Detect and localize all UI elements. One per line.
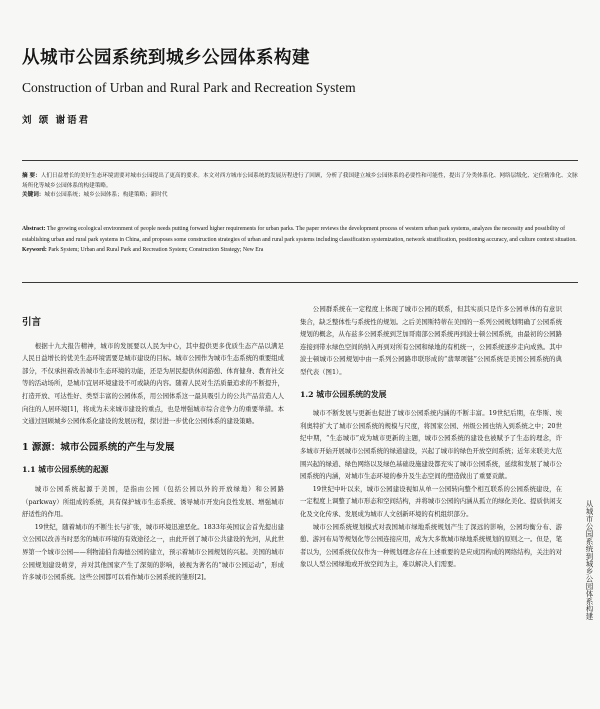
abstract-en-body	[22, 224, 578, 245]
section-1-heading: 1 源源：城市公园系统的产生与发展	[22, 441, 175, 453]
section-1-1-paragraph: 城市公园系统起源于美国，是指由公园（包括公园以外的开放绿地）和公园路（parkway）所组成的系统，具有保护城市生态系统、诱导城市开发向良性发展、增强城市舒适性的作用。	[22, 484, 284, 519]
abstract-zh	[22, 172, 578, 201]
keywords-en	[22, 245, 578, 256]
abstract-zh-body	[22, 172, 578, 191]
keywords-zh-text: 城市公园系统；城乡公园体系；构建策略；新时代	[44, 192, 168, 199]
abstract-zh-label: 摘 要：	[22, 173, 41, 179]
top-rule	[22, 160, 578, 161]
section-1-1-paragraph: 19世纪，随着城市的不断生长与扩张，城市环境迅速恶化。1833年英国议会首先提出建立公园以改善当时恶劣的城市环境的有效途径之一，由此开创了城市公共建设的先河，从此世界第一个城市公园——利物浦伯肯海德公园的建立，预示着城市公园规划的兴起。美国的城市公园规划建设萌芽，并对其他国家产生了深刻的影响，被视为著名的“城市公园运动”，形成许多城市公园系统。这些公园都可以看作城市公园系统的雏形[2]。	[22, 522, 285, 582]
section-1-1-heading: 1.1 城市公园系统的起源	[22, 465, 109, 475]
abstract-en	[22, 224, 578, 256]
section-1-2-heading: 1.2 城市公园系统的发展	[300, 389, 387, 399]
bottom-rule	[22, 282, 578, 283]
left-column	[22, 303, 284, 584]
section-1-2-paragraph: 19世纪中叶以来，城市公园建设视如从单一公园转向整个相互联系的公园系统建设，在一定程度上调整了城市形态和空间结构，并将城市公园的内涵从孤立的绿化美化、提质供闲支化及文化传承、发展成为城市人文创新环境的有机组织部分。	[300, 484, 563, 518]
side-running-title: 从城市公园系统到城乡公园体系构建	[585, 500, 594, 620]
section-1-2-paragraph: 城市公园系统规划模式对我国城市绿地系统规划产生了深远的影响，公园均衡分布、游憩、游河布局等规划化等公园连接应用，成为大多数城市绿地系统规划的原则之一。但是，笔者以为，公园系统仅仅作为一种规划理念存在上述重要的是应成因构成的网络结构，关注的对象以人型公园绿地或开放空间为主，难以解决人们需要。	[300, 522, 563, 569]
title-zh: 从城市公园系统到城乡公园体系构建	[22, 48, 310, 68]
intro-heading: 引言	[22, 317, 42, 328]
keywords-zh	[22, 191, 578, 201]
abstract-en-text: The growing ecological environment of people needs putting forward higher requirements for urban parks. The paper reviews the development process of western urban park systems, analyzes the necessity and possibility of establishing urban and rural park systems in China, and proposes some construction strategies of urban and rural park systems including classification systemization, network stratification, positioning accuracy, and culture context situation.	[22, 226, 577, 243]
abstract-zh-text: 人们日益增长的美好生态环境需要对城市公园提出了更高的要求。本文对西方城市公园系统的发展历程进行了回顾，分析了我国建立城乡公园体系的必要性和可能性，提出了分类体系化、网络层级化、定位精准化、文脉场所化等城乡公园体系的构建策略。	[22, 173, 578, 189]
keywords-en-label: Keyword:	[22, 247, 47, 254]
park-group-paragraph: 公园群系统在一定程度上体现了城市公园的联系，但其实质只是许多公园单体的有意识集合，缺乏整体性与系统性的规划。之后美国斯特蒂在美国的一系列公园规划明确了公园系统规划的概念，从布兹多公园系统到芝加哥南部公园系统再到波士顿公园系统，由最初的公园路连接到带水绿色空间的纳入再到对所有公园和绿地的有机统一，公园系统逐步走向成熟。其中波士顿城市公园规划中由一系列公园路串联形成的“翡翠项链”公园系统是美国公园系统的典型代表（图1）。	[300, 305, 563, 376]
intro-paragraph: 根据十九大报告精神，城市的发展要以人民为中心，其中提供更多优质生态产品以满足人民日益增长的优美生态环境需要是城市建设的目标。城市公园作为城市生态系统的重要组成部分，不仅承担着改善城市生态环境的功能，还是为居民提供休闲游憩、体育健身、教育社交等的活动场所，是城市宜居环境建设不可或缺的内容。随着人民对生活质量追求的不断提升，打造开放、可达性好、类型丰富的公园体系，用公园体系这一最具吸引力的公共产品营造人人向往的人居环境[1]，将成为未来城市建设的重点，也是增强城市综合竞争力的重要举措。本文通过回顾城乡公园体系化建设的发展历程，探讨进一步优化公园体系的建设策略。	[22, 341, 285, 426]
authors: 刘 颂 谢语君	[22, 115, 91, 126]
title-en: Construction of Urban and Rural Park and Recreation System	[22, 80, 356, 95]
section-1-2-paragraph: 城市不断发展与更新也促进了城市公园系统内涵的不断丰富。19世纪后期，在华斯、埃利奥特扩大了城市公园系统的规模与尺度，将国家公园、州级公园也纳入到系统之中；20世纪中期，“生态城市”成为城市更新的主题，城市公园系统的建设也被赋予了生态的理念，许多城市开始开展城市公园系统的绿道建设，兴起了城市的绿色开放空间系统；近年来联美大范围兴起的绿道、绿色网络以及绿色基础设施建设都充实了城市公园系统，延续和发展了城市公园系统的内涵，对城市生态环境的参升及生态空间的塑造做出了重要贡献。	[300, 409, 563, 481]
abstract-en-label: Abstract:	[22, 226, 46, 232]
keywords-zh-label: 关键词：	[22, 192, 45, 199]
keywords-en-text: Park System; Urban and Rural Park and Recreation System; Construction Strategy; New Era	[48, 247, 264, 254]
right-column	[300, 303, 562, 571]
